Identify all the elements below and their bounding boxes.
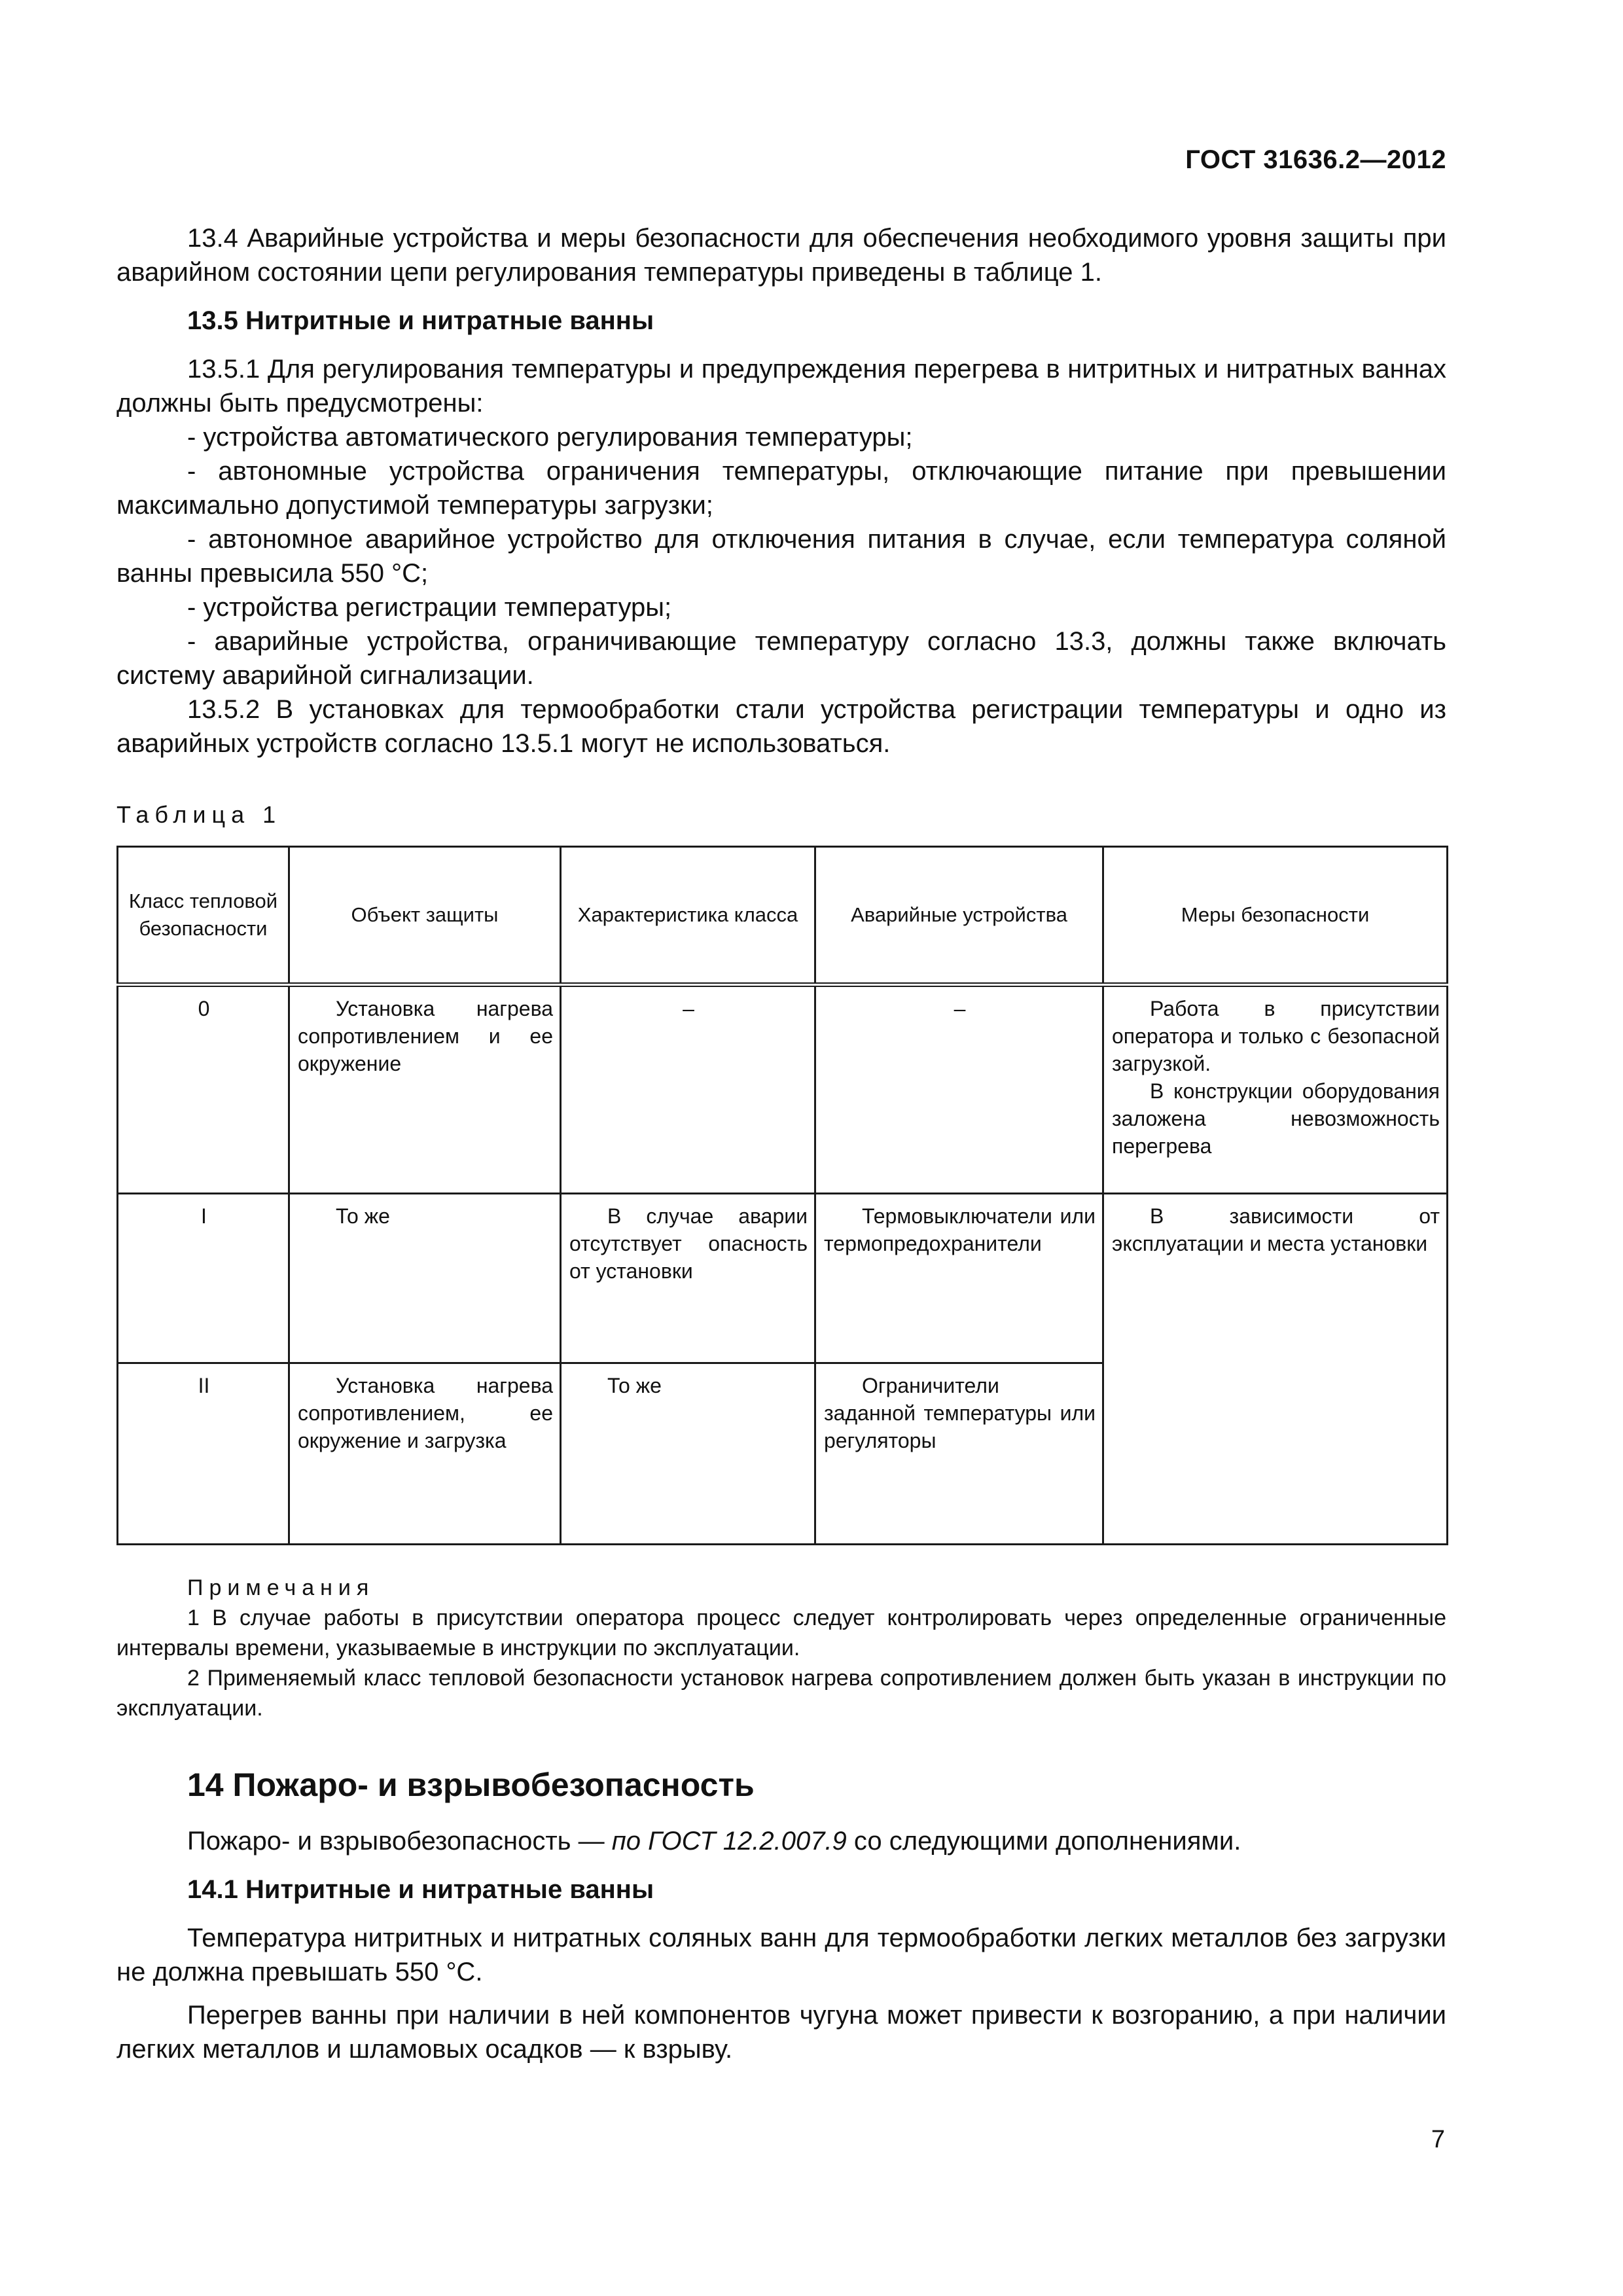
list-item: - аварийные устройства, ограничивающие температуру согласно 13.3, должны также включать систему аварийной сигнализации. — [116, 627, 1446, 690]
table-notes — [116, 1573, 1446, 1723]
cell-devices — [815, 1363, 1103, 1545]
header-class: Класс тепловой безопасности — [118, 847, 289, 985]
cell-class: 0 — [118, 985, 289, 1194]
cell-text: То же — [607, 1374, 662, 1397]
heading-14-1: 14.1 Нитритные и нитратные ванны — [187, 1875, 654, 1904]
list-item: - устройства регистрации температуры; — [187, 593, 672, 622]
section-14-title: 14 Пожаро- и взрывобезопасность — [187, 1767, 755, 1803]
cell-text: Термовыключатели или термопредохранители — [824, 1204, 1096, 1255]
cell-class: II — [118, 1363, 289, 1545]
cell-text: Работа в присутствии оператора и только с безопасной загрузкой. — [1112, 997, 1440, 1075]
header-measures: Меры безопасности — [1103, 847, 1448, 985]
paragraph-13-4: 13.4 Аварийные устройства и меры безопасности для обеспечения необходимого уровня защиты при аварийном состоянии цепи регулирования температуры приведены в таблице 1. — [116, 224, 1446, 287]
note-1: 1 В случае работы в присутствии оператора процесс следует контролировать через определенные ограниченные интервалы времени, указываемые в инструкции по эксплуатации. — [116, 1605, 1446, 1660]
cell-characteristic — [561, 1194, 815, 1363]
list-item: - автономное аварийное устройство для отключения питания в случае, если температура соляной ванны превысила 550 °С; — [116, 525, 1446, 588]
page-content — [116, 221, 1446, 2066]
notes-title: Примечания — [187, 1575, 375, 1600]
paragraph-13-5-2: 13.5.2 В установках для термообработки стали устройства регистрации температуры и одно из аварийных устройств согласно 13.5.1 могут не использоваться. — [116, 695, 1446, 758]
list-item: - устройства автоматического регулирования температуры; — [187, 423, 913, 452]
cell-text: Установка нагрева сопротивлением, ее окружение и загрузка — [298, 1374, 553, 1452]
page-number: 7 — [1431, 2126, 1445, 2153]
table-row — [118, 985, 1448, 1194]
cell-characteristic: – — [561, 985, 815, 1194]
cell-text: В зависимости от эксплуатации и места установки — [1112, 1204, 1440, 1255]
document-id-header: ГОСТ 31636.2—2012 — [1185, 145, 1446, 174]
cell-text: Ограничители заданной температуры или регуляторы — [824, 1374, 1096, 1452]
header-object: Объект защиты — [289, 847, 561, 985]
safety-table — [116, 846, 1448, 1545]
section-14-intro — [116, 1824, 1446, 1858]
cell-measures — [1103, 985, 1448, 1194]
table-row — [118, 1194, 1448, 1363]
intro-text: Пожаро- и взрывобезопасность — — [187, 1827, 612, 1856]
cell-text: То же — [336, 1204, 390, 1228]
list-item: - автономные устройства ограничения температуры, отключающие питание при превышении максимально допустимой температуры загрузки; — [116, 457, 1446, 520]
cell-measures — [1103, 1194, 1448, 1545]
heading-13-5: 13.5 Нитритные и нитратные ванны — [187, 306, 654, 335]
header-devices: Аварийные устройства — [815, 847, 1103, 985]
cell-class: I — [118, 1194, 289, 1363]
cell-object — [289, 1194, 561, 1363]
cell-text: В конструкции оборудования заложена невозможность перегрева — [1112, 1079, 1440, 1158]
paragraph-14-1-a: Температура нитритных и нитратных соляных ванн для термообработки легких металлов без загрузки не должна превышать 550 °С. — [116, 1924, 1446, 1986]
cell-devices — [815, 1194, 1103, 1363]
cell-devices: – — [815, 985, 1103, 1194]
standard-reference: по ГОСТ 12.2.007.9 — [611, 1827, 847, 1856]
cell-text: Установка нагрева сопротивлением и ее окружение — [298, 997, 553, 1075]
paragraph-14-1-b: Перегрев ванны при наличии в ней компонентов чугуна может привести к возгоранию, а при наличии легких металлов и шламовых осадков — к взрыву. — [116, 2001, 1446, 2064]
cell-text: В случае аварии отсутствует опасность от установки — [569, 1204, 808, 1283]
header-characteristic: Характеристика класса — [561, 847, 815, 985]
note-2: 2 Применяемый класс тепловой безопасности установок нагрева сопротивлением должен быть указан в инструкции по эксплуатации. — [116, 1666, 1446, 1721]
paragraph-13-5-1: 13.5.1 Для регулирования температуры и предупреждения перегрева в нитритных и нитратных ваннах должны быть предусмотрены: — [116, 355, 1446, 418]
cell-object — [289, 1363, 561, 1545]
table-header-row — [118, 847, 1448, 985]
cell-object — [289, 985, 561, 1194]
intro-text: со следующими дополнениями. — [846, 1827, 1241, 1856]
cell-characteristic — [561, 1363, 815, 1545]
table-caption: Таблица 1 — [116, 801, 282, 828]
